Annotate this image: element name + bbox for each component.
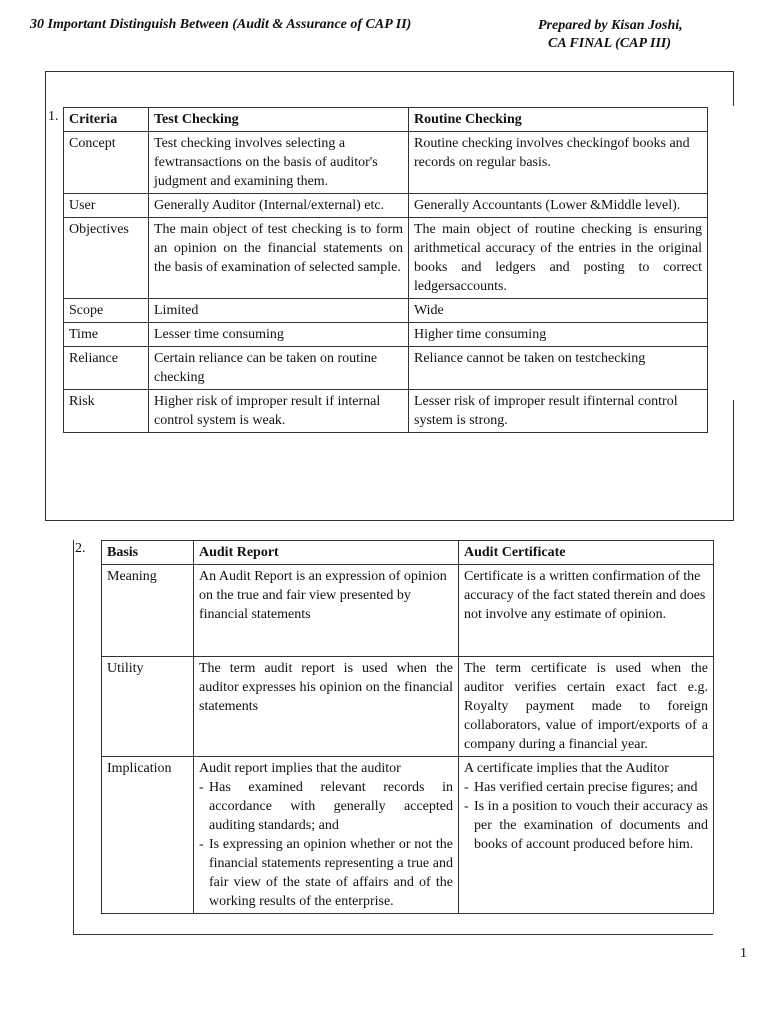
table-row — [64, 218, 708, 299]
certificate-cell — [459, 757, 714, 914]
header-audit-report: Audit Report — [194, 541, 459, 565]
routine-cell: Higher time consuming — [409, 323, 708, 347]
table-row — [64, 299, 708, 323]
certificate-cell: The term certificate is used when the auditor verifies certain exact fact e.g. Royalty payment made to foreign collaborators, value of import/exports of a company during a financial year. — [459, 657, 714, 757]
test-cell: The main object of test checking is to form an opinion on the financial statements on the basis of examination of selected sample. — [149, 218, 409, 299]
document-header-author — [538, 17, 738, 53]
header-criteria: Criteria — [64, 108, 149, 132]
report-cell: An Audit Report is an expression of opinion on the true and fair view presented by financial statements — [194, 565, 459, 657]
row-label: Utility — [102, 657, 194, 757]
section2-frame-left — [73, 540, 74, 934]
table-row-utility — [102, 657, 714, 757]
table-header-row — [64, 108, 708, 132]
routine-cell: Generally Accountants (Lower &Middle level). — [409, 194, 708, 218]
row-label: Concept — [64, 132, 149, 194]
report-points — [199, 778, 453, 911]
table-row-implication — [102, 757, 714, 914]
header-routine-checking: Routine Checking — [409, 108, 708, 132]
routine-cell: The main object of routine checking is ensuring arithmetical accuracy of the entries in the original books and ledgers and posting to correct ledgersaccounts. — [409, 218, 708, 299]
test-vs-routine-table — [63, 107, 708, 433]
row-label: Time — [64, 323, 149, 347]
section1-frame-edge-top — [733, 71, 734, 106]
header-basis: Basis — [102, 541, 194, 565]
row-label: Implication — [102, 757, 194, 914]
test-cell: Generally Auditor (Internal/external) etc. — [149, 194, 409, 218]
table-row — [64, 323, 708, 347]
routine-cell: Wide — [409, 299, 708, 323]
table-row-meaning — [102, 565, 714, 657]
section2-frame-bottom — [73, 934, 713, 935]
list-item: - Is expressing an opinion whether or not the financial statements representing a true and fair view of the state of affairs and of the working results of the enterprise. — [199, 835, 453, 911]
test-cell: Test checking involves selecting a fewtransactions on the basis of auditor's judgment and examining them. — [149, 132, 409, 194]
table-row — [64, 390, 708, 433]
report-vs-certificate-table — [101, 540, 714, 914]
row-label: Scope — [64, 299, 149, 323]
document-header-title: 30 Important Distinguish Between (Audit & Assurance of CAP II) — [30, 17, 412, 32]
table-header-row — [102, 541, 714, 565]
row-label: Reliance — [64, 347, 149, 390]
certificate-intro: A certificate implies that the Auditor — [464, 761, 669, 776]
certificate-cell: Certificate is a written confirmation of the accuracy of the fact stated therein and does not involve any estimate of opinion. — [459, 565, 714, 657]
row-label: Meaning — [102, 565, 194, 657]
routine-cell: Lesser risk of improper result ifinternal control system is strong. — [409, 390, 708, 433]
author-line: Prepared by Kisan Joshi, — [538, 18, 683, 33]
list-item: - Has verified certain precise figures; and — [464, 778, 708, 797]
table-row — [64, 132, 708, 194]
row-label: Objectives — [64, 218, 149, 299]
report-cell — [194, 757, 459, 914]
test-cell: Higher risk of improper result if internal control system is weak. — [149, 390, 409, 433]
test-cell: Lesser time consuming — [149, 323, 409, 347]
section1-frame-edge-bottom — [733, 400, 734, 521]
test-cell: Limited — [149, 299, 409, 323]
report-cell: The term audit report is used when the auditor expresses his opinion on the financial statements — [194, 657, 459, 757]
row-label: User — [64, 194, 149, 218]
report-intro: Audit report implies that the auditor — [199, 761, 401, 776]
certificate-points — [464, 778, 708, 854]
table-row — [64, 194, 708, 218]
routine-cell: Reliance cannot be taken on testchecking — [409, 347, 708, 390]
list-item: - Is in a position to vouch their accuracy as per the examination of documents and books of account produced before him. — [464, 797, 708, 854]
course-line: CA FINAL (CAP III) — [548, 36, 672, 51]
header-audit-certificate: Audit Certificate — [459, 541, 714, 565]
test-cell: Certain reliance can be taken on routine checking — [149, 347, 409, 390]
routine-cell: Routine checking involves checkingof books and records on regular basis. — [409, 132, 708, 194]
row-label: Risk — [64, 390, 149, 433]
table-row — [64, 347, 708, 390]
page-number: 1 — [740, 946, 747, 961]
section1-number: 1. — [48, 109, 59, 124]
section2-number: 2. — [75, 541, 86, 556]
list-item: - Has examined relevant records in accordance with generally accepted auditing standards; and — [199, 778, 453, 835]
header-test-checking: Test Checking — [149, 108, 409, 132]
